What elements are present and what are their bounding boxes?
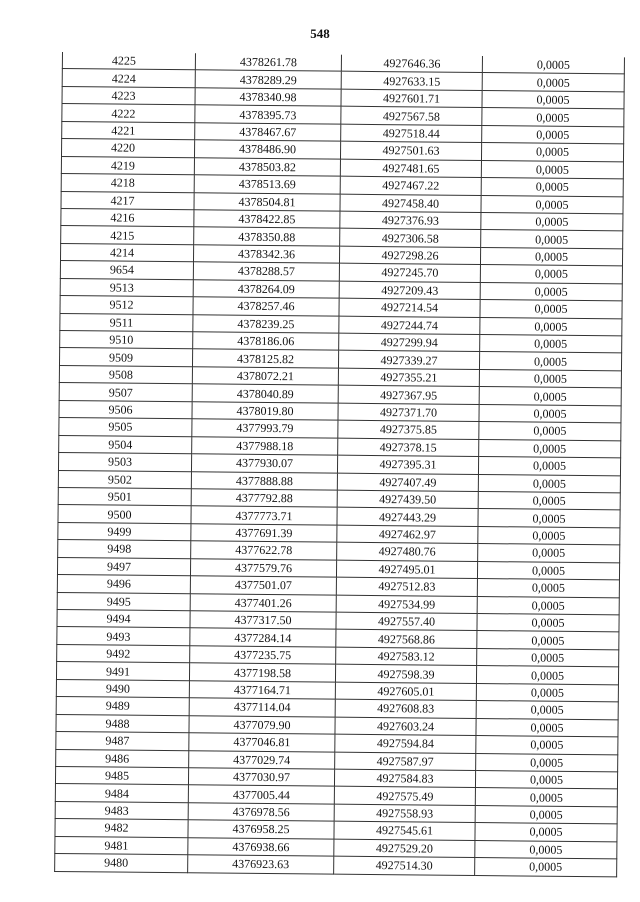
x-coordinate-cell: 4376923.63	[188, 855, 334, 874]
x-coordinate-cell: 4378288.57	[193, 262, 339, 281]
x-coordinate-cell: 4378422.85	[194, 210, 340, 229]
y-coordinate-cell: 4927378.15	[338, 438, 479, 457]
point-number-cell: 9502	[58, 470, 191, 489]
point-number-cell: 9487	[56, 732, 189, 751]
y-coordinate-cell: 4927462.97	[337, 525, 478, 544]
x-coordinate-cell: 4377198.58	[189, 663, 335, 682]
accuracy-cell: 0,0005	[475, 805, 617, 824]
y-coordinate-cell: 4927439.50	[337, 490, 478, 509]
y-coordinate-cell: 4927603.24	[335, 717, 476, 736]
x-coordinate-cell: 4377114.04	[189, 698, 335, 717]
accuracy-cell: 0,0005	[482, 73, 624, 92]
point-number-cell: 9486	[56, 749, 189, 768]
point-number-cell: 9500	[58, 505, 191, 524]
y-coordinate-cell: 4927514.30	[334, 856, 475, 875]
x-coordinate-cell: 4377988.18	[192, 436, 338, 455]
point-number-cell: 9481	[55, 836, 188, 855]
accuracy-cell: 0,0005	[481, 178, 623, 197]
y-coordinate-cell: 4927575.49	[334, 787, 475, 806]
point-number-cell: 9507	[59, 383, 192, 402]
y-coordinate-cell: 4927245.70	[339, 263, 480, 282]
y-coordinate-cell: 4927545.61	[334, 821, 475, 840]
y-coordinate-cell: 4927209.43	[339, 281, 480, 300]
point-number-cell: 9482	[55, 819, 188, 838]
x-coordinate-cell: 4377284.14	[190, 628, 336, 647]
accuracy-cell: 0,0005	[478, 474, 620, 493]
y-coordinate-cell: 4927529.20	[334, 839, 475, 858]
point-number-cell: 4216	[61, 208, 194, 227]
x-coordinate-cell: 4378072.21	[192, 367, 338, 386]
point-number-cell: 9480	[55, 854, 188, 873]
y-coordinate-cell: 4927467.22	[340, 176, 481, 195]
x-coordinate-cell: 4377029.74	[189, 750, 335, 769]
point-number-cell: 4225	[62, 52, 195, 70]
point-number-cell: 9510	[60, 330, 193, 349]
y-coordinate-cell: 4927557.40	[336, 612, 477, 631]
point-number-cell: 9483	[55, 801, 188, 820]
accuracy-cell: 0,0005	[480, 247, 622, 266]
y-coordinate-cell: 4927495.01	[336, 560, 477, 579]
point-number-cell: 9497	[57, 557, 190, 576]
y-coordinate-cell: 4927375.85	[338, 420, 479, 439]
point-number-cell: 4222	[62, 104, 195, 123]
x-coordinate-cell: 4378342.36	[193, 245, 339, 264]
y-coordinate-cell: 4927558.93	[334, 804, 475, 823]
x-coordinate-cell: 4377401.26	[190, 593, 336, 612]
x-coordinate-cell: 4376978.56	[188, 803, 334, 822]
point-number-cell: 9495	[57, 592, 190, 611]
accuracy-cell: 0,0005	[476, 683, 618, 702]
x-coordinate-cell: 4378239.25	[193, 314, 339, 333]
x-coordinate-cell: 4378350.88	[194, 227, 340, 246]
accuracy-cell: 0,0005	[482, 56, 624, 74]
x-coordinate-cell: 4378186.06	[193, 332, 339, 351]
x-coordinate-cell: 4378504.81	[194, 192, 340, 211]
coordinate-table	[54, 52, 625, 877]
accuracy-cell: 0,0005	[479, 404, 621, 423]
x-coordinate-cell: 4377773.71	[191, 506, 337, 525]
point-number-cell: 9484	[55, 784, 188, 803]
y-coordinate-cell: 4927587.97	[335, 752, 476, 771]
accuracy-cell: 0,0005	[481, 195, 623, 214]
point-number-cell: 9508	[59, 365, 192, 384]
accuracy-cell: 0,0005	[478, 491, 620, 510]
x-coordinate-cell: 4377501.07	[190, 576, 336, 595]
y-coordinate-cell: 4927367.95	[338, 385, 479, 404]
accuracy-cell: 0,0005	[481, 230, 623, 249]
y-coordinate-cell: 4927501.63	[340, 141, 481, 160]
point-number-cell: 9492	[57, 644, 190, 663]
point-number-cell: 9513	[60, 278, 193, 297]
point-number-cell: 9494	[57, 609, 190, 628]
point-number-cell: 9503	[58, 453, 191, 472]
y-coordinate-cell: 4927512.83	[336, 577, 477, 596]
point-number-cell: 9488	[56, 714, 189, 733]
y-coordinate-cell: 4927395.31	[337, 455, 478, 474]
accuracy-cell: 0,0005	[477, 631, 619, 650]
x-coordinate-cell: 4378125.82	[192, 349, 338, 368]
y-coordinate-cell: 4927458.40	[340, 194, 481, 213]
accuracy-cell: 0,0005	[481, 212, 623, 231]
point-number-cell: 9511	[60, 313, 193, 332]
point-number-cell: 4217	[61, 191, 194, 210]
x-coordinate-cell: 4377317.50	[190, 611, 336, 630]
x-coordinate-cell: 4378467.67	[195, 123, 341, 142]
point-number-cell: 9501	[58, 487, 191, 506]
accuracy-cell: 0,0005	[479, 387, 621, 406]
x-coordinate-cell: 4377993.79	[192, 419, 338, 438]
x-coordinate-cell: 4377691.39	[191, 524, 337, 543]
point-number-cell: 9493	[57, 627, 190, 646]
accuracy-cell: 0,0005	[480, 282, 622, 301]
accuracy-cell: 0,0005	[479, 352, 621, 371]
point-number-cell: 9491	[56, 662, 189, 681]
x-coordinate-cell: 4378019.80	[192, 402, 338, 421]
y-coordinate-cell: 4927480.76	[337, 542, 478, 561]
point-number-cell: 4224	[62, 69, 195, 88]
accuracy-cell: 0,0005	[478, 544, 620, 563]
point-number-cell: 4215	[61, 226, 194, 245]
y-coordinate-cell: 4927376.93	[340, 211, 481, 230]
accuracy-cell: 0,0005	[480, 317, 622, 336]
point-number-cell: 9498	[58, 540, 191, 559]
x-coordinate-cell: 4378289.29	[195, 70, 341, 89]
accuracy-cell: 0,0005	[477, 614, 619, 633]
accuracy-cell: 0,0005	[475, 858, 617, 877]
point-number-cell: 9489	[56, 697, 189, 716]
accuracy-cell: 0,0005	[482, 125, 624, 144]
x-coordinate-cell: 4376958.25	[188, 820, 334, 839]
x-coordinate-cell: 4378513.69	[194, 175, 340, 194]
accuracy-cell: 0,0005	[478, 509, 620, 528]
y-coordinate-cell: 4927244.74	[339, 316, 480, 335]
x-coordinate-cell: 4377079.90	[189, 715, 335, 734]
point-number-cell: 9654	[60, 261, 193, 280]
coordinate-table-body	[55, 52, 625, 876]
x-coordinate-cell: 4378340.98	[195, 88, 341, 107]
x-coordinate-cell: 4378486.90	[194, 140, 340, 159]
x-coordinate-cell: 4377888.88	[191, 471, 337, 490]
accuracy-cell: 0,0005	[478, 457, 620, 476]
y-coordinate-cell: 4927443.29	[337, 508, 478, 527]
accuracy-cell: 0,0005	[481, 143, 623, 162]
accuracy-cell: 0,0005	[476, 666, 618, 685]
x-coordinate-cell: 4377792.88	[191, 489, 337, 508]
x-coordinate-cell: 4377046.81	[189, 733, 335, 752]
x-coordinate-cell: 4378395.73	[195, 105, 341, 124]
point-number-cell: 9485	[55, 766, 188, 785]
y-coordinate-cell: 4927567.58	[341, 106, 482, 125]
x-coordinate-cell: 4378257.46	[193, 297, 339, 316]
y-coordinate-cell: 4927214.54	[339, 298, 480, 317]
point-number-cell: 9504	[59, 435, 192, 454]
y-coordinate-cell: 4927407.49	[337, 473, 478, 492]
point-number-cell: 4218	[61, 174, 194, 193]
x-coordinate-cell: 4377622.78	[191, 541, 337, 560]
point-number-cell: 4221	[62, 121, 195, 140]
x-coordinate-cell: 4377005.44	[188, 785, 334, 804]
y-coordinate-cell: 4927371.70	[338, 403, 479, 422]
y-coordinate-cell: 4927594.84	[335, 734, 476, 753]
y-coordinate-cell: 4927339.27	[338, 351, 479, 370]
accuracy-cell: 0,0005	[476, 718, 618, 737]
accuracy-cell: 0,0005	[477, 648, 619, 667]
y-coordinate-cell: 4927598.39	[335, 664, 476, 683]
x-coordinate-cell: 4378264.09	[193, 279, 339, 298]
y-coordinate-cell: 4927584.83	[334, 769, 475, 788]
accuracy-cell: 0,0005	[475, 823, 617, 842]
accuracy-cell: 0,0005	[479, 422, 621, 441]
x-coordinate-cell: 4377164.71	[189, 681, 335, 700]
x-coordinate-cell: 4378040.89	[192, 384, 338, 403]
y-coordinate-cell: 4927299.94	[339, 333, 480, 352]
y-coordinate-cell: 4927298.26	[339, 246, 480, 265]
accuracy-cell: 0,0005	[480, 300, 622, 319]
y-coordinate-cell: 4927608.83	[335, 699, 476, 718]
y-coordinate-cell: 4927583.12	[336, 647, 477, 666]
accuracy-cell: 0,0005	[482, 108, 624, 127]
point-number-cell: 9499	[58, 522, 191, 541]
accuracy-cell: 0,0005	[478, 526, 620, 545]
accuracy-cell: 0,0005	[476, 736, 618, 755]
accuracy-cell: 0,0005	[481, 160, 623, 179]
point-number-cell: 9506	[59, 400, 192, 419]
x-coordinate-cell: 4377930.07	[191, 454, 337, 473]
point-number-cell: 9512	[60, 296, 193, 315]
x-coordinate-cell: 4377579.76	[190, 558, 336, 577]
accuracy-cell: 0,0005	[479, 439, 621, 458]
accuracy-cell: 0,0005	[477, 596, 619, 615]
accuracy-cell: 0,0005	[475, 788, 617, 807]
accuracy-cell: 0,0005	[477, 579, 619, 598]
accuracy-cell: 0,0005	[479, 369, 621, 388]
accuracy-cell: 0,0005	[476, 753, 618, 772]
point-number-cell: 4223	[62, 86, 195, 105]
accuracy-cell: 0,0005	[475, 770, 617, 789]
y-coordinate-cell: 4927481.65	[340, 159, 481, 178]
x-coordinate-cell: 4377030.97	[188, 768, 334, 787]
x-coordinate-cell: 4378503.82	[194, 157, 340, 176]
point-number-cell: 4220	[62, 139, 195, 158]
accuracy-cell: 0,0005	[476, 701, 618, 720]
accuracy-cell: 0,0005	[480, 265, 622, 284]
point-number-cell: 9509	[59, 348, 192, 367]
accuracy-cell: 0,0005	[477, 561, 619, 580]
y-coordinate-cell: 4927646.36	[341, 55, 482, 73]
accuracy-cell: 0,0005	[480, 335, 622, 354]
accuracy-cell: 0,0005	[482, 90, 624, 109]
y-coordinate-cell: 4927568.86	[336, 630, 477, 649]
point-number-cell: 9490	[56, 679, 189, 698]
point-number-cell: 4214	[60, 243, 193, 262]
x-coordinate-cell: 4376938.66	[188, 837, 334, 856]
point-number-cell: 9505	[59, 418, 192, 437]
y-coordinate-cell: 4927534.99	[336, 595, 477, 614]
point-number-cell: 4219	[61, 156, 194, 175]
y-coordinate-cell: 4927601.71	[341, 89, 482, 108]
x-coordinate-cell: 4377235.75	[190, 646, 336, 665]
y-coordinate-cell: 4927518.44	[341, 124, 482, 143]
y-coordinate-cell: 4927633.15	[341, 72, 482, 91]
x-coordinate-cell: 4378261.78	[195, 53, 341, 71]
accuracy-cell: 0,0005	[475, 840, 617, 859]
y-coordinate-cell: 4927306.58	[340, 229, 481, 248]
point-number-cell: 9496	[57, 575, 190, 594]
page-number: 548	[310, 26, 330, 41]
y-coordinate-cell: 4927355.21	[338, 368, 479, 387]
y-coordinate-cell: 4927605.01	[335, 682, 476, 701]
